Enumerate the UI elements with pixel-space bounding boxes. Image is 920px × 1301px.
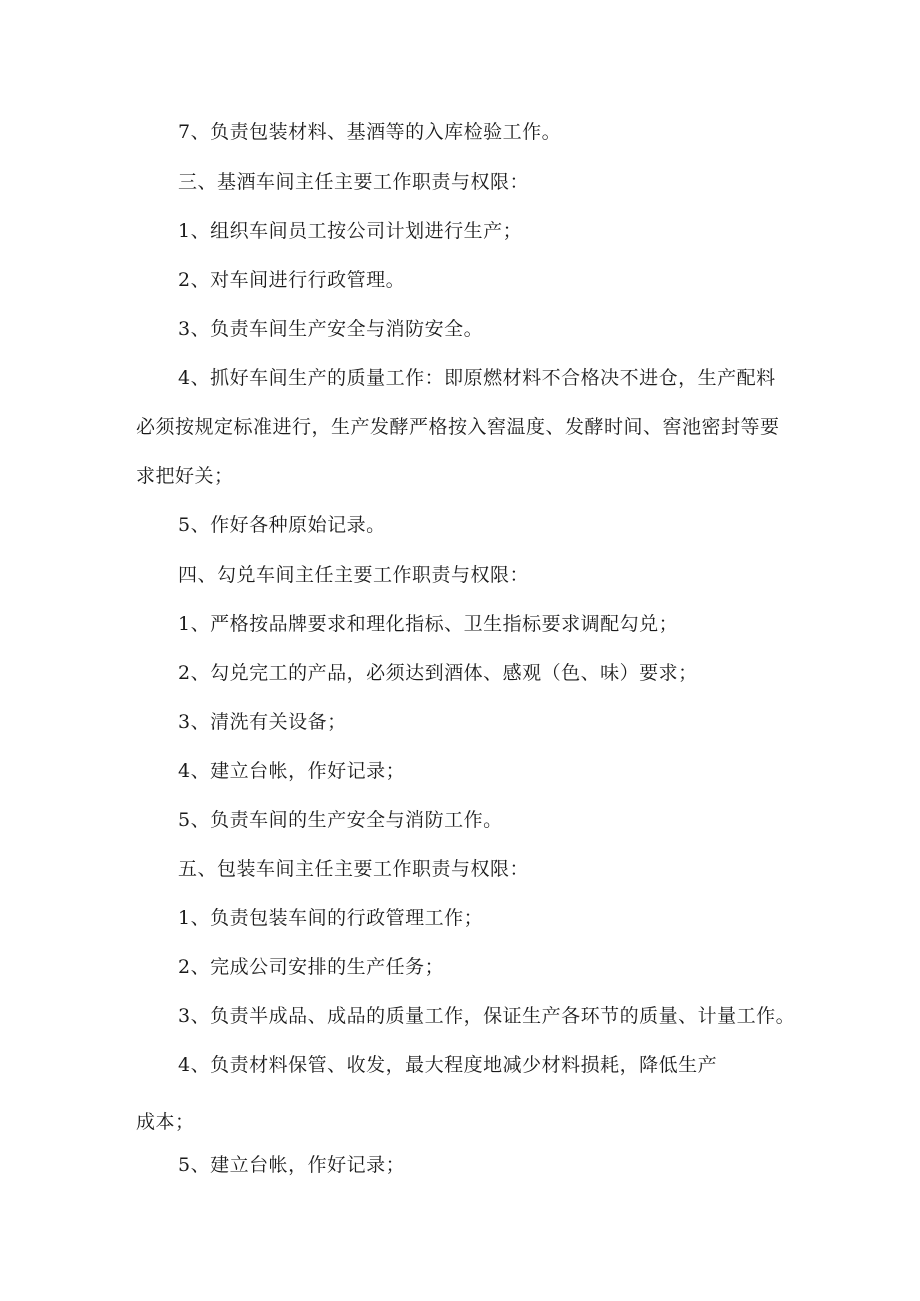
text-line-20: 4、负责材料保管、收发，最大程度地减少材料损耗，降低生产: [178, 1054, 718, 1076]
text-line-5: 3、负责车间生产安全与消防安全。: [178, 318, 484, 340]
text-line-15: 5、负责车间的生产安全与消防工作。: [178, 809, 503, 831]
text-line-1: 7、负责包装材料、基酒等的入库检验工作。: [178, 121, 562, 143]
text-line-3: 1、组织车间员工按公司计划进行生产；: [178, 220, 523, 242]
text-line-6: 4、抓好车间生产的质量工作：即原燃材料不合格决不进仓，生产配料: [178, 367, 776, 389]
text-line-9: 5、作好各种原始记录。: [178, 514, 386, 536]
text-line-19: 3、负责半成品、成品的质量工作，保证生产各环节的质量、计量工作。: [178, 1005, 796, 1027]
section-heading-4: 四、勾兑车间主任主要工作职责与权限：: [178, 564, 530, 586]
text-line-7: 必须按规定标准进行，生产发酵严格按入窖温度、发酵时间、窖池密封等要: [136, 416, 780, 438]
text-line-14: 4、建立台帐，作好记录；: [178, 760, 406, 782]
text-line-11: 1、严格按品牌要求和理化指标、卫生指标要求调配勾兑；: [178, 613, 679, 635]
text-line-17: 1、负责包装车间的行政管理工作；: [178, 907, 484, 929]
section-heading-3: 三、基酒车间主任主要工作职责与权限：: [178, 171, 530, 193]
text-line-13: 3、清洗有关设备；: [178, 711, 347, 733]
text-line-22: 5、建立台帐，作好记录；: [178, 1154, 406, 1176]
text-line-12: 2、勾兑完工的产品，必须达到酒体、感观（色、味）要求；: [178, 662, 698, 684]
text-line-8: 求把好关；: [136, 465, 234, 487]
text-line-21: 成本；: [136, 1111, 195, 1133]
text-line-4: 2、对车间进行行政管理。: [178, 269, 406, 291]
text-line-18: 2、完成公司安排的生产任务；: [178, 956, 445, 978]
section-heading-5: 五、包装车间主任主要工作职责与权限：: [178, 858, 530, 880]
